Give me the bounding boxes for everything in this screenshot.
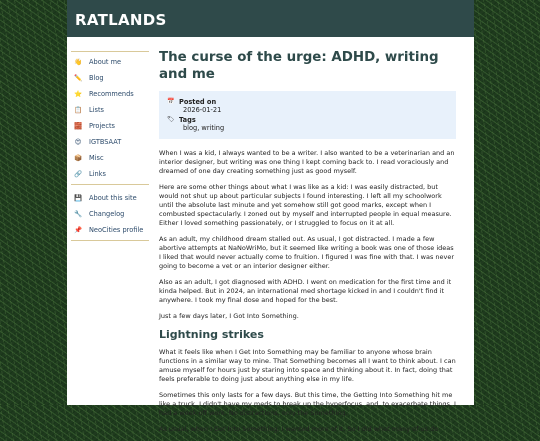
- nav-group: [71, 51, 149, 185]
- sidebar-item-label: NeoCities profile: [89, 226, 144, 234]
- sidebar-item-changelog[interactable]: [71, 206, 149, 222]
- sidebar-item-blog[interactable]: [71, 70, 149, 86]
- wave-icon: 👋: [74, 58, 83, 66]
- posted-date: 2026-01-21: [183, 106, 222, 114]
- paragraph: What it feels like when I Get Into Something may be familiar to anyone whose brain functions in a similar way to mine. That Something becomes all I want to think about. I can amuse myself for hours just by staring into space and thinking about it. In fact, doing that feels preferable to doing just about anything else in my life.: [159, 348, 456, 383]
- sidebar-item-label: Projects: [89, 122, 115, 130]
- sidebar-item-about-this-site[interactable]: [71, 190, 149, 206]
- paragraph: Also as an adult, I got diagnosed with ADHD. I went on medication for the first time and it kinda helped. But in 2024, an international med shortage kicked in and I couldn't find it anywhere. I took my final dose and hoped for the best.: [159, 278, 452, 304]
- sidebar-item-recommends[interactable]: [71, 86, 149, 102]
- wrench-icon: 🔧: [74, 210, 83, 218]
- page-container: [67, 0, 474, 433]
- tag-icon: 🏷: [167, 116, 175, 123]
- sidebar-item-lists[interactable]: [71, 102, 149, 118]
- sidebar-item-label: Misc: [89, 154, 104, 162]
- paragraph: Sometimes this only lasts for a few days. But this time, the Getting Into Something hit me like a truck. I didn't have my meds to break up the hyperfocus, and, to exacerbate things, I had a week off work. No distractions, only the Something.: [159, 391, 456, 417]
- post-section: [159, 348, 456, 434]
- sidebar-item-projects[interactable]: [71, 118, 149, 134]
- tags-label: Tags: [179, 115, 196, 124]
- paragraph: Just a few days later, I Got Into Something.: [159, 312, 299, 320]
- calendar-icon: 📅: [167, 98, 175, 105]
- sidebar-item-label: IGTBSAAT: [89, 138, 122, 146]
- sidebar-nav: [67, 37, 149, 441]
- link-icon: 🔗: [74, 170, 83, 178]
- sidebar-item-label: Lists: [89, 106, 104, 114]
- paragraph: As usual, when I Got Into Something, I wanted more of it. So I did what many of us do: [159, 425, 439, 433]
- bricks-icon: 🧱: [74, 122, 83, 130]
- main-content: [149, 37, 456, 441]
- post-intro: [159, 149, 456, 321]
- sidebar-item-about-me[interactable]: [71, 54, 149, 70]
- site-header: [67, 0, 474, 37]
- heart-eyes-icon: 😍: [74, 138, 82, 146]
- sidebar-item-label: About me: [89, 58, 122, 66]
- post-title: The curse of the urge: ADHD, writing and me: [159, 50, 439, 82]
- sidebar-item-links[interactable]: [71, 166, 149, 182]
- sidebar-item-label: Changelog: [89, 210, 125, 218]
- posted-label: Posted on: [179, 97, 217, 106]
- sidebar-item-label: About this site: [89, 194, 137, 202]
- post-meta: [159, 91, 456, 139]
- pencil-icon: ✏️: [74, 74, 83, 82]
- sidebar-item-misc[interactable]: [71, 150, 149, 166]
- clipboard-icon: 📋: [74, 106, 83, 114]
- paragraph: When I was a kid, I always wanted to be a writer. I also wanted to be a veterinarian and an interior designer, but writing was one thing I kept coming back to. I read voraciously and dreamed of one day creating something just as good myself.: [159, 149, 455, 175]
- site-title[interactable]: RATLANDS: [75, 11, 167, 29]
- nav-group: [71, 188, 149, 241]
- sidebar-item-neocities-profile[interactable]: [71, 222, 149, 238]
- tags-value: blog, writing: [183, 124, 225, 132]
- paragraph: Here are some other things about what I was like as a kid: I was easily distracted, but would not shut up about particular subjects I found interesting. I left all my schoolwork until the absolute last minute and yet somehow still got good marks, except when I combusted spectacularly. I zoned out by myself and interrupted people in equal measure. Either I loved something passionately, or I struggled to focus on it at all.: [159, 183, 452, 227]
- sidebar-item-igtbsaat[interactable]: [71, 134, 149, 150]
- pin-icon: 📌: [74, 226, 83, 234]
- sidebar-item-label: Links: [89, 170, 106, 178]
- sidebar-item-label: Blog: [89, 74, 104, 82]
- floppy-icon: 💾: [74, 194, 83, 202]
- package-icon: 📦: [74, 154, 83, 162]
- paragraph: As an adult, my childhood dream stalled out. As usual, I got distracted. I made a few abortive attempts at NaNoWriMo, but it seemed like writing a book was one of those ideas I liked that would never actually come to fruition. I figured I was fine with that. I was never going to become a vet or an interior designer either.: [159, 235, 455, 270]
- layout: [67, 37, 474, 441]
- section-heading: Lightning strikes: [159, 328, 264, 341]
- star-icon: ⭐: [74, 90, 83, 98]
- sidebar-item-label: Recommends: [89, 90, 134, 98]
